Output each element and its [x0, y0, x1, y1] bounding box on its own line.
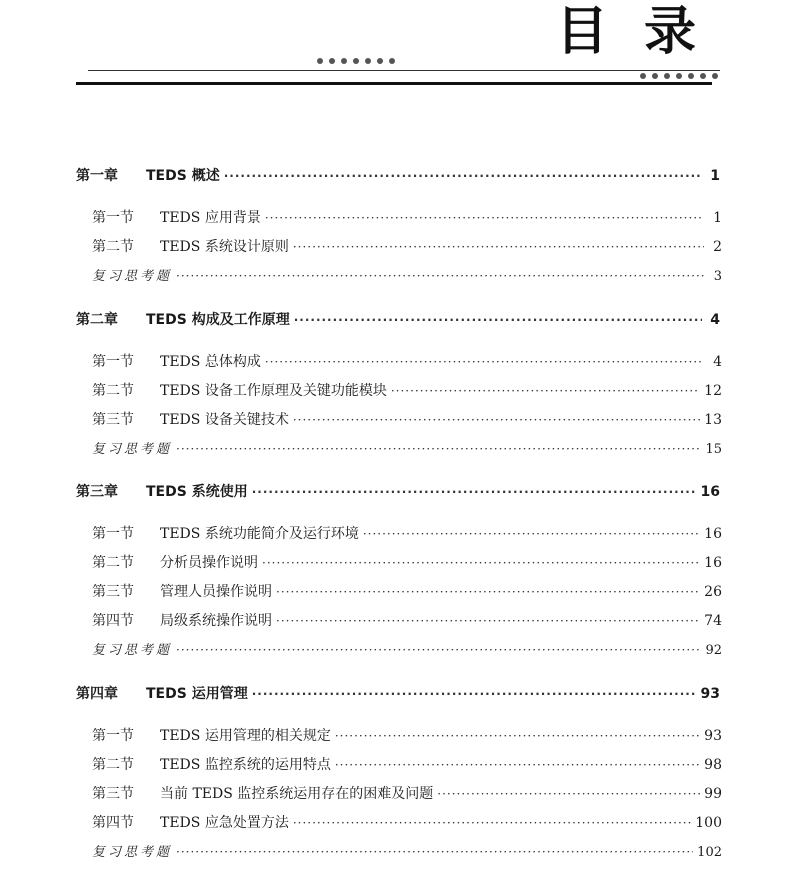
- toc-page-number: 93: [704, 728, 722, 744]
- toc-entry-number: 第三节: [92, 412, 134, 428]
- toc-entry-title: TEDS 系统使用: [146, 484, 248, 500]
- dot-leader: [276, 580, 700, 604]
- dot-leader: [176, 638, 701, 662]
- dot-leader: [176, 264, 704, 288]
- dot-leader: [176, 840, 693, 864]
- toc-entry-label: [92, 438, 172, 462]
- toc-entry-label: [92, 522, 359, 546]
- toc-section-entry[interactable]: [92, 609, 722, 633]
- dot-leader: [176, 437, 701, 461]
- toc-page-number: 98: [704, 757, 722, 773]
- toc-entry-label: [92, 841, 172, 865]
- toc-entry-label: [92, 724, 331, 748]
- toc-page-number: 16: [700, 484, 720, 500]
- toc-entry-number: 第三节: [92, 584, 134, 600]
- toc-entry-number: 第四节: [92, 613, 134, 629]
- dot-leader: [252, 480, 697, 504]
- toc-page-number: 4: [710, 312, 720, 328]
- header-rule-thin: [88, 70, 720, 71]
- toc-page-number: 1: [713, 210, 722, 226]
- toc-entry-title: 局级系统操作说明: [160, 613, 272, 629]
- toc-section-entry[interactable]: [92, 551, 722, 575]
- toc-page-number: 16: [704, 555, 722, 571]
- toc-entry-title: TEDS 系统功能简介及运行环境: [160, 526, 359, 542]
- toc-entry-title: TEDS 构成及工作原理: [146, 312, 290, 328]
- toc-entry-label: [92, 580, 272, 604]
- toc-chapter-entry[interactable]: [76, 308, 720, 332]
- toc-entry-title: 分析员操作说明: [160, 555, 258, 571]
- toc-page-number: 12: [704, 383, 722, 399]
- toc-entry-label: [92, 265, 172, 289]
- toc-section-entry[interactable]: [92, 753, 722, 777]
- toc-entry-title: TEDS 监控系统的运用特点: [160, 757, 331, 773]
- toc-page-number: 4: [713, 354, 722, 370]
- toc-review-entry[interactable]: [92, 437, 722, 461]
- toc-entry-title: TEDS 运用管理: [146, 686, 248, 702]
- dot-leader: [391, 379, 700, 403]
- dot-leader: [276, 609, 700, 633]
- toc-entry-number: 第一节: [92, 210, 134, 226]
- toc-entry-label: [92, 408, 289, 432]
- dot-leader: [363, 522, 700, 546]
- toc-section-entry[interactable]: [92, 782, 722, 806]
- toc-entry-number: 第二节: [92, 757, 134, 773]
- dot-leader: [293, 811, 691, 835]
- header-rule-thick: [76, 82, 712, 85]
- toc-entry-number: 第二章: [76, 312, 118, 328]
- toc-entry-title: TEDS 应用背景: [160, 210, 261, 226]
- toc-entry-label: [92, 379, 387, 403]
- toc-entry-number: 第二节: [92, 555, 134, 571]
- toc-entry-label: [92, 639, 172, 663]
- toc-page-number: 1: [710, 168, 720, 184]
- dot-leader: [293, 235, 704, 259]
- toc-entry-title: 复习思考题: [92, 269, 173, 284]
- toc-section-entry[interactable]: [92, 379, 722, 403]
- toc-entry-title: TEDS 应急处置方法: [160, 815, 289, 831]
- toc-entry-label: [92, 235, 289, 259]
- toc-review-entry[interactable]: [92, 638, 722, 662]
- toc-chapter-entry[interactable]: [76, 682, 720, 706]
- toc-page-number: 93: [700, 686, 720, 702]
- toc-review-entry[interactable]: [92, 264, 722, 288]
- toc-section-entry[interactable]: [92, 206, 722, 230]
- dot-leader: [294, 308, 702, 332]
- toc-entry-number: 第二节: [92, 383, 134, 399]
- toc-page-number: 13: [704, 412, 722, 428]
- page-title: 目录: [556, 2, 733, 62]
- decorative-dots-top: [317, 58, 395, 64]
- toc-entry-label: [76, 164, 220, 188]
- toc-entry-label: [76, 682, 248, 706]
- toc-entry-number: 第一章: [76, 168, 118, 184]
- dot-leader: [262, 551, 700, 575]
- toc-page-number: 102: [697, 845, 722, 860]
- toc-review-entry[interactable]: [92, 840, 722, 864]
- toc-entry-number: 第三章: [76, 484, 118, 500]
- toc-entry-label: [76, 480, 248, 504]
- toc-entry-title: 复习思考题: [92, 643, 173, 658]
- toc-page-number: 92: [705, 643, 722, 658]
- toc-entry-label: [92, 811, 289, 835]
- toc-entry-title: TEDS 系统设计原则: [160, 239, 289, 255]
- decorative-dots-right: [640, 73, 718, 79]
- toc-entry-title: 管理人员操作说明: [160, 584, 272, 600]
- toc-entry-label: [92, 350, 261, 374]
- toc-page-number: 16: [704, 526, 722, 542]
- toc-entry-label: [92, 609, 272, 633]
- toc-entry-label: [92, 753, 331, 777]
- toc-page-number: 2: [713, 239, 722, 255]
- toc-section-entry[interactable]: [92, 522, 722, 546]
- toc-page-number: 74: [704, 613, 722, 629]
- toc-entry-label: [92, 206, 261, 230]
- toc-section-entry[interactable]: [92, 580, 722, 604]
- toc-entry-title: TEDS 概述: [146, 168, 220, 184]
- toc-entry-number: 第一节: [92, 728, 134, 744]
- toc-section-entry[interactable]: [92, 235, 722, 259]
- toc-entry-title: TEDS 设备关键技术: [160, 412, 289, 428]
- dot-leader: [335, 753, 700, 777]
- dot-leader: [335, 724, 700, 748]
- toc-entry-title: TEDS 运用管理的相关规定: [160, 728, 331, 744]
- dot-leader: [437, 782, 700, 806]
- toc-page-number: 15: [705, 442, 722, 457]
- toc-entry-number: 第二节: [92, 239, 134, 255]
- dot-leader: [265, 350, 704, 374]
- toc-entry-number: 第四章: [76, 686, 118, 702]
- dot-leader: [293, 408, 700, 432]
- toc-entry-title: 复习思考题: [92, 845, 173, 860]
- toc-entry-title: TEDS 总体构成: [160, 354, 261, 370]
- toc-section-entry[interactable]: [92, 724, 722, 748]
- toc-page-number: 100: [695, 815, 722, 831]
- dot-leader: [252, 682, 697, 706]
- toc-section-entry[interactable]: [92, 811, 722, 835]
- toc-section-entry[interactable]: [92, 350, 722, 374]
- toc-entry-number: 第一节: [92, 354, 134, 370]
- toc-entry-title: 复习思考题: [92, 442, 173, 457]
- toc-entry-label: [92, 782, 433, 806]
- dot-leader: [224, 164, 702, 188]
- toc-page-number: 3: [713, 269, 722, 284]
- toc-entry-number: 第四节: [92, 815, 134, 831]
- toc-entry-title: 当前 TEDS 监控系统运用存在的困难及问题: [160, 786, 434, 802]
- dot-leader: [265, 206, 704, 230]
- toc-entry-title: TEDS 设备工作原理及关键功能模块: [160, 383, 387, 399]
- toc-entry-number: 第三节: [92, 786, 134, 802]
- toc-entry-label: [76, 308, 290, 332]
- toc-page-number: 99: [704, 786, 722, 802]
- toc-chapter-entry[interactable]: [76, 480, 720, 504]
- toc-chapter-entry[interactable]: [76, 164, 720, 188]
- toc-entry-number: 第一节: [92, 526, 134, 542]
- toc-entry-label: [92, 551, 258, 575]
- toc-page-number: 26: [704, 584, 722, 600]
- toc-section-entry[interactable]: [92, 408, 722, 432]
